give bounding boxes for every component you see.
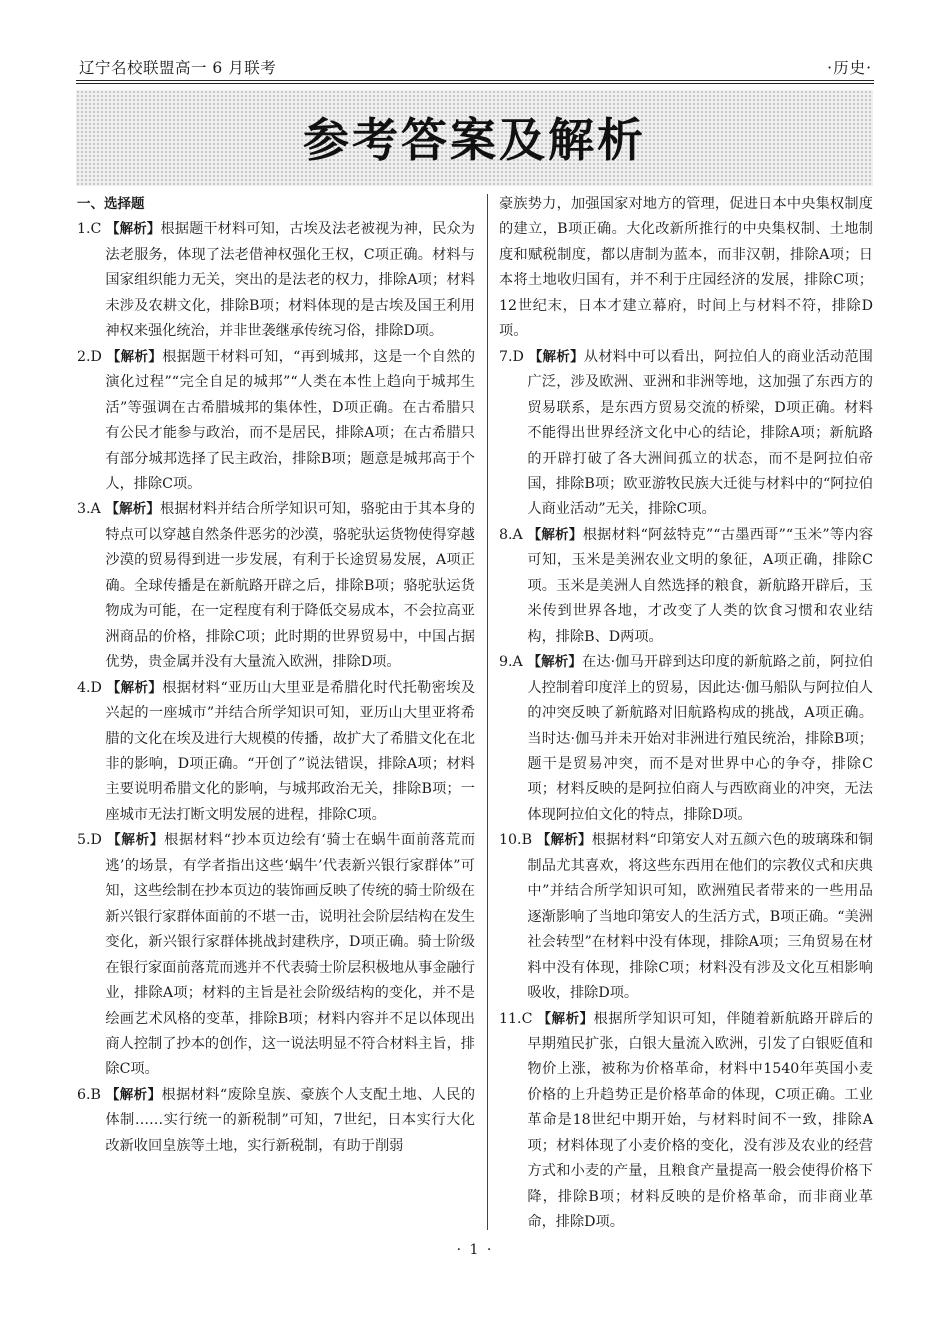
answer-number: 6.B: [77, 1086, 101, 1103]
answer-text: 根据材料“印第安人对五颜六色的玻璃珠和铜制品尤其喜欢，将这些东西用在他们的宗教仪式和庆典中”并结合所学知识可知，欧洲殖民者带来的一些用品逐渐影响了当地印第安人的生活方式，B项正确。“美洲社会转型”在材料中没有体现，排除A项；三角贸易在材料中没有体现，排除C项；材料没有涉及文化互相影响吸收，排除D项。: [527, 832, 873, 1002]
answer-number: 2.D: [77, 348, 102, 365]
analysis-tag: 【解析】: [528, 348, 584, 365]
analysis-tag: 【解析】: [105, 501, 160, 518]
answer-number: 11.C: [499, 1010, 533, 1027]
answer-text: 根据材料“抄本页边绘有‘骑士在蜗牛面前落荒而逃’的场景，有学者指出这些‘蜗牛’代表新兴银行家群体”可知，这些绘制在抄本页边的装饰画反映了传统的骑士阶级在新兴银行家群体面前的不堪一击，说明社会阶层结构在发生变化，新兴银行家群体挑战封建秩序，D项正确。骑士阶级在银行家面前落荒而逃并不代表骑士阶层积极地从事金融行业，排除A项；材料的主旨是社会阶级结构的变化，并不是绘画艺术风格的变革，排除B项；材料内容并不足以体现出商人控制了抄本的创作，这一说法明显不符合材料主旨，排除C项。: [105, 832, 476, 1078]
section-title: 一、选择题: [77, 196, 145, 212]
answer-number: 3.A: [77, 501, 101, 518]
analysis-tag: 【解析】: [105, 1086, 162, 1103]
analysis-tag: 【解析】: [106, 221, 161, 238]
analysis-tag: 【解析】: [106, 348, 163, 365]
analysis-tag: 【解析】: [537, 1010, 594, 1027]
answer-number: 8.A: [499, 526, 523, 543]
header-subject: ·历史·: [827, 59, 872, 77]
page-title: 参考答案及解析: [303, 113, 646, 167]
answer-item-9: [499, 650, 873, 828]
answer-number: 10.B: [499, 832, 532, 849]
answer-text-part1: 根据材料“废除皇族、豪族个人支配土地、人民的体制……实行统一的新税制”可知，7世纪，日本实行大化改新收回皇族等土地，实行新税制，有助于削弱: [105, 1086, 476, 1154]
answer-item-1: [77, 217, 475, 344]
answer-text: 根据所学知识可知，伴随着新航路开辟后的早期殖民扩张，白银大量流入欧洲，引发了白银贬值和物价上涨，被称为价格革命，材料中1540年英国小麦价格的上升趋势正是价格革命的体现，C项正确。工业革命是18世纪中期开始，与材料时间不一致，排除A项；材料体现了小麦价格的变化，没有涉及农业的经营方式和小麦的产量，且粮食产量提高一般会使得价格下降，排除B项；材料反映的是价格革命，而非商业革命，排除D项。: [527, 1010, 873, 1231]
analysis-tag: 【解析】: [106, 679, 163, 696]
right-column: [499, 192, 873, 1236]
header-title: 辽宁名校联盟高一 6 月联考: [79, 59, 277, 77]
header-rule-thin: [76, 83, 874, 84]
answer-text: 根据材料并结合所学知识可知，骆驼由于其本身的特点可以穿越自然条件恶劣的沙漠，骆驼驮运货物使得穿越沙漠的贸易得到进一步发展，有利于长途贸易发展，A项正确。全球传播是在新航路开辟之后，排除B项；骆驼驮运货物成为可能，在一定程度有利于降低交易成本，不会拉高亚洲商品的价格，排除C项；此时期的世界贸易中，中国占据优势，贵金属并没有大量流入欧洲，排除D项。: [105, 501, 475, 671]
answer-item-11: [499, 1007, 873, 1236]
answer-item-2: [77, 345, 475, 498]
answer-number: 5.D: [77, 832, 102, 849]
answer-number: 4.D: [77, 679, 102, 696]
answer-number: 7.D: [499, 348, 524, 365]
header-rule: [76, 80, 874, 81]
analysis-tag: 【解析】: [107, 832, 165, 849]
title-banner: [76, 90, 873, 186]
left-column: [77, 192, 475, 1159]
column-divider: [487, 194, 488, 1230]
answer-text: 根据题干材料可知，“再到城邦，这是一个自然的演化过程”“完全自足的城邦”“人类在本性上趋向于城邦生活”等强调在古希腊城邦的集体性，D项正确。在古希腊只有公民才能参与政治，而不是居民，排除A项；在古希腊只有部分城邦选择了民主政治，排除B项；题意是城邦高于个人，排除C项。: [105, 348, 476, 492]
answer-item-10: [499, 828, 873, 1006]
answer-text: 根据材料“亚历山大里亚是希腊化时代托勒密埃及兴起的一座城市”并结合所学知识可知，亚历山大里亚将希腊的文化在埃及进行大规模的传播，故扩大了希腊文化在北非的影响，D项正确。“开创了”说法错误，排除A项；材料主要说明希腊文化的影响，与城邦政治无关，排除B项；一座城市无法打断文明发展的进程，排除C项。: [105, 679, 476, 823]
analysis-tag: 【解析】: [527, 654, 583, 671]
analysis-tag: 【解析】: [527, 526, 583, 543]
analysis-tag: 【解析】: [536, 832, 592, 849]
answer-number: 9.A: [499, 654, 523, 671]
answer-text: 根据题干材料可知，古埃及法老被视为神，民众为法老服务，体现了法老借神权强化王权，C项正确。材料与国家组织能力无关，突出的是法老的权力，排除A项；材料未涉及农耕文化，排除B项；材料体现的是古埃及国王利用神权来强化统治，并非世袭继承传统习俗，排除D项。: [105, 221, 475, 340]
answer-text: 从材料中可以看出，阿拉伯人的商业活动范围广泛，涉及欧洲、亚洲和非洲等地，这加强了东西方的贸易联系，是东西方贸易交流的桥梁，D项正确。材料不能得出世界经济文化中心的结论，排除A项；新航路的开辟打破了各大洲间孤立的状态，而不是阿拉伯帝国，排除B项；欧亚游牧民族大迁徙与材料中的“阿拉伯人商业活动”无关，排除C项。: [527, 348, 873, 518]
answer-item-3: [77, 497, 475, 675]
answer-item-4: [77, 676, 475, 829]
answer-item-7: [499, 345, 873, 523]
answer-text: 根据材料“阿兹特克”“古墨西哥”“玉米”等内容可知，玉米是美洲农业文明的象征，A项正确，排除C项。玉米是美洲人自然选择的粮食，新航路开辟后，玉米传到世界各地，才改变了人类的饮食习惯和农业结构，排除B、D两项。: [527, 526, 874, 645]
answer-item-6: [77, 1083, 475, 1159]
answer-number: 1.C: [77, 221, 102, 238]
answer-item-6-continued: 豪族势力，加强国家对地方的管理，促进日本中央集权制度的建立，B项正确。大化改新所推行的中央集权制、土地制度和赋税制度，都以唐制为蓝本，而非汉朝，排除A项；日本将土地收归国有，并不利于庄园经济的发展，排除C项；12世纪末，日本才建立幕府，时间上与材料不符，排除D项。: [499, 196, 873, 340]
page-number: · 1 ·: [456, 1242, 494, 1258]
answer-text: 在达·伽马开辟到达印度的新航路之前，阿拉伯人控制着印度洋上的贸易，因此达·伽马船队与阿拉伯人的冲突反映了新航路对旧航路构成的挑战，A项正确。当时达·伽马并未开始对非洲进行殖民统治，排除B项；题干是贸易冲突，而不是对世界中心的争夺，排除C项；材料反映的是阿拉伯商人与西欧商业的冲突，无法体现阿拉伯文化的特点，排除D项。: [527, 654, 874, 823]
answer-item-8: [499, 523, 873, 650]
answer-item-5: [77, 828, 475, 1083]
